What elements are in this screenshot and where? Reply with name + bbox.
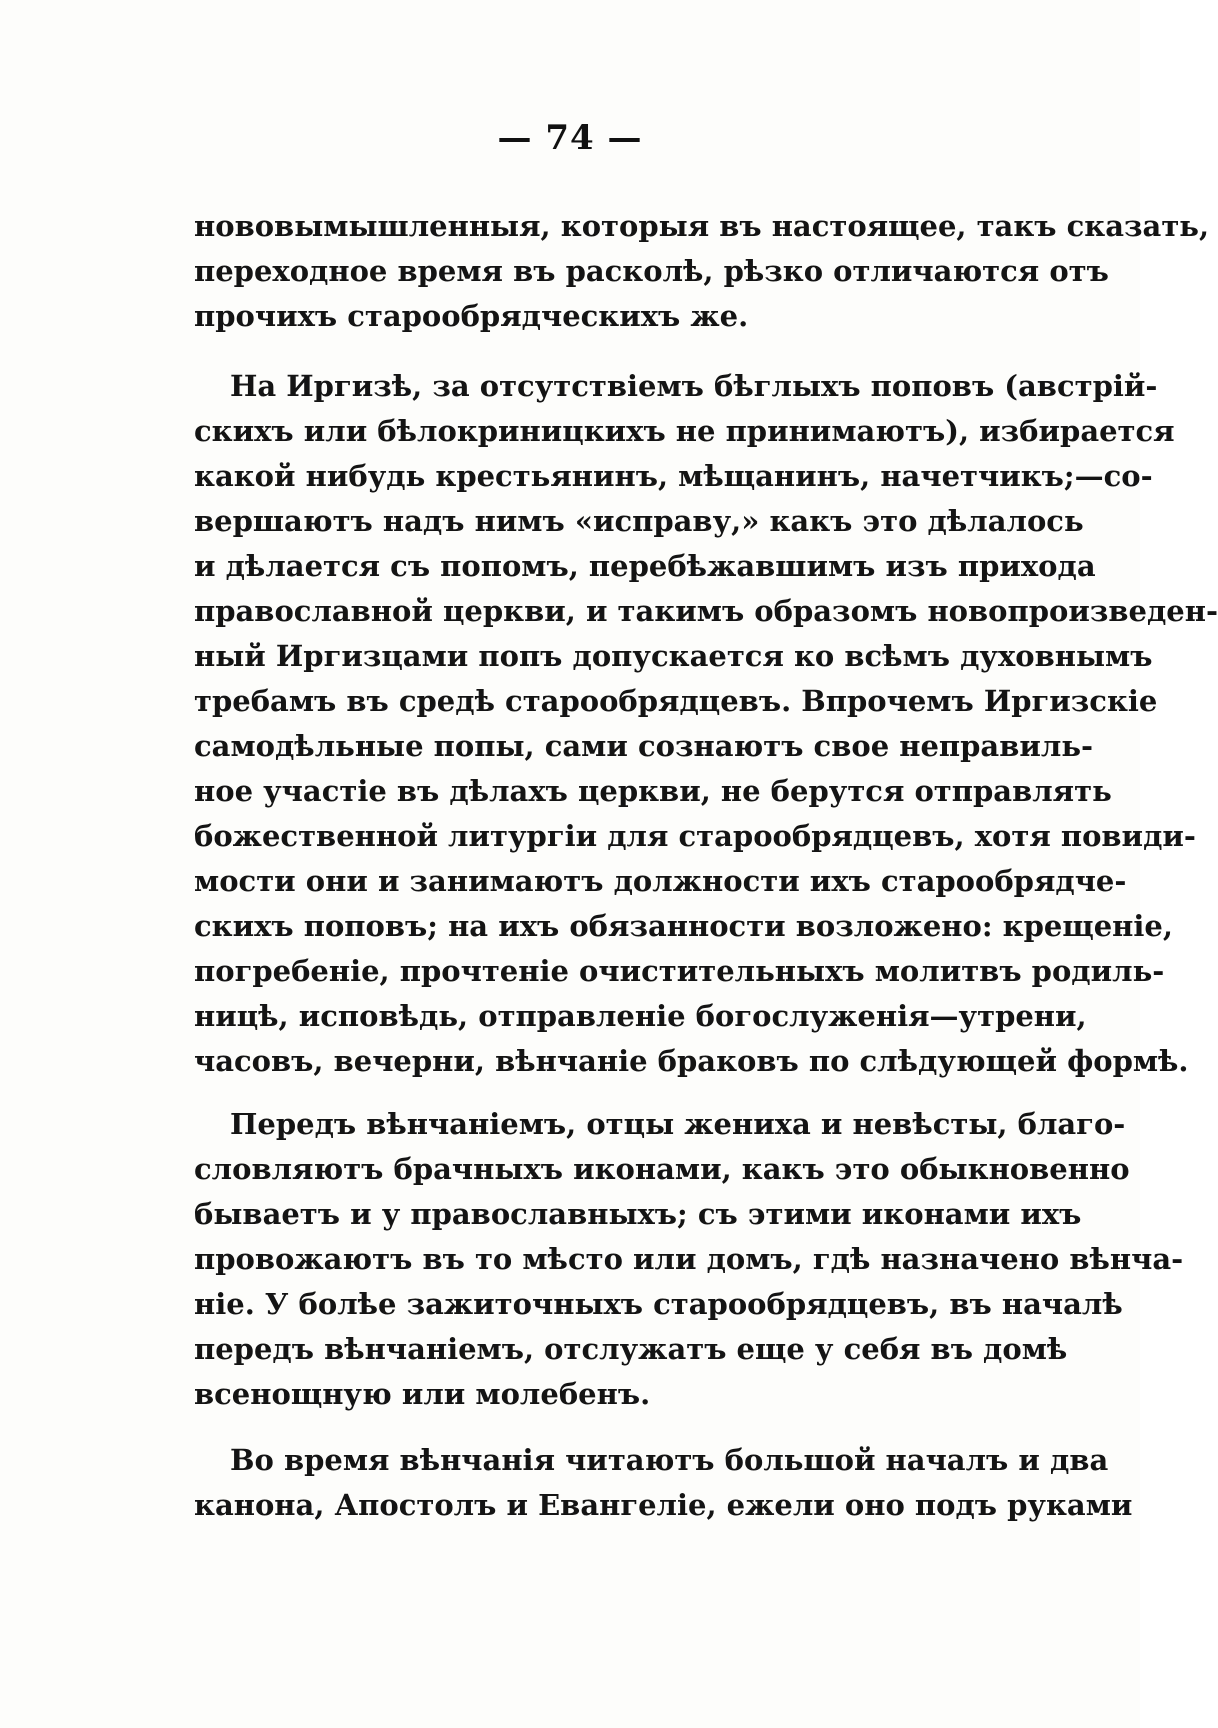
text-line: погребеніе, прочтеніе очистительныхъ молитвъ родиль- [194,954,1165,988]
text-line: ницѣ, исповѣдь, отправленіе богослуженія—утрени, [194,999,1087,1033]
text-line: бываетъ и у православныхъ; съ этими иконами ихъ [194,1197,1082,1231]
text-line: божественной литургіи для старообрядцевъ, хотя повиди- [194,819,1196,853]
text-line: На Иргизѣ, за отсутствіемъ бѣглыхъ поповъ (австрій- [230,369,1158,403]
text-line: Во время вѣнчанія читаютъ большой началъ и два [230,1443,1109,1477]
paragraph-wedding-service [194,1438,1133,1528]
paragraph-continuation [194,204,1210,339]
text-line: ное участіе въ дѣлахъ церкви, не берутся отправлять [194,774,1112,808]
text-line: ніе. У болѣе зажиточныхъ старообрядцевъ, въ началѣ [194,1287,1123,1321]
text-line: скихъ или бѣлокриницкихъ не принимаютъ), избирается [194,414,1175,448]
text-line: мости они и занимаютъ должности ихъ старообрядче- [194,864,1127,898]
text-line: передъ вѣнчаніемъ, отслужатъ еще у себя въ домѣ [194,1332,1068,1366]
text-line: переходное время въ расколѣ, рѣзко отличаются отъ [194,254,1109,288]
text-line: прочихъ старообрядческихъ же. [194,299,749,333]
text-line: всенощную или молебенъ. [194,1377,651,1411]
text-line: самодѣльные попы, сами сознаютъ свое неправиль- [194,729,1094,763]
page-number: — 74 — [497,118,643,158]
text-line: вершаютъ надъ нимъ «исправу,» какъ это дѣлалось [194,504,1084,538]
text-line: часовъ, вечерни, вѣнчаніе браковъ по слѣдующей формѣ. [194,1044,1189,1078]
text-line: Передъ вѣнчаніемъ, отцы жениха и невѣсты, благо- [230,1107,1126,1141]
paragraph-wedding-blessing [194,1102,1184,1417]
text-line: скихъ поповъ; на ихъ обязанности возложено: крещеніе, [194,909,1173,943]
text-line: ный Иргизцами попъ допускается ко всѣмъ духовнымъ [194,639,1153,673]
paragraph-irgiz [194,364,1218,1084]
text-line: и дѣлается съ попомъ, перебѣжавшимъ изъ прихода [194,549,1096,583]
text-line: провожаютъ въ то мѣсто или домъ, гдѣ назначено вѣнча- [194,1242,1184,1276]
text-line: требамъ въ средѣ старообрядцевъ. Впрочемъ Иргизскіе [194,684,1158,718]
text-line: канона, Апостолъ и Евангеліе, ежели оно подъ руками [194,1488,1133,1522]
text-line: словляютъ брачныхъ иконами, какъ это обыкновенно [194,1152,1130,1186]
text-line: нововымышленныя, которыя въ настоящее, такъ сказать, [194,209,1210,243]
text-line: какой нибудь крестьянинъ, мѣщанинъ, начетчикъ;—со- [194,459,1153,493]
text-line: православной церкви, и такимъ образомъ новопроизведен- [194,594,1218,628]
